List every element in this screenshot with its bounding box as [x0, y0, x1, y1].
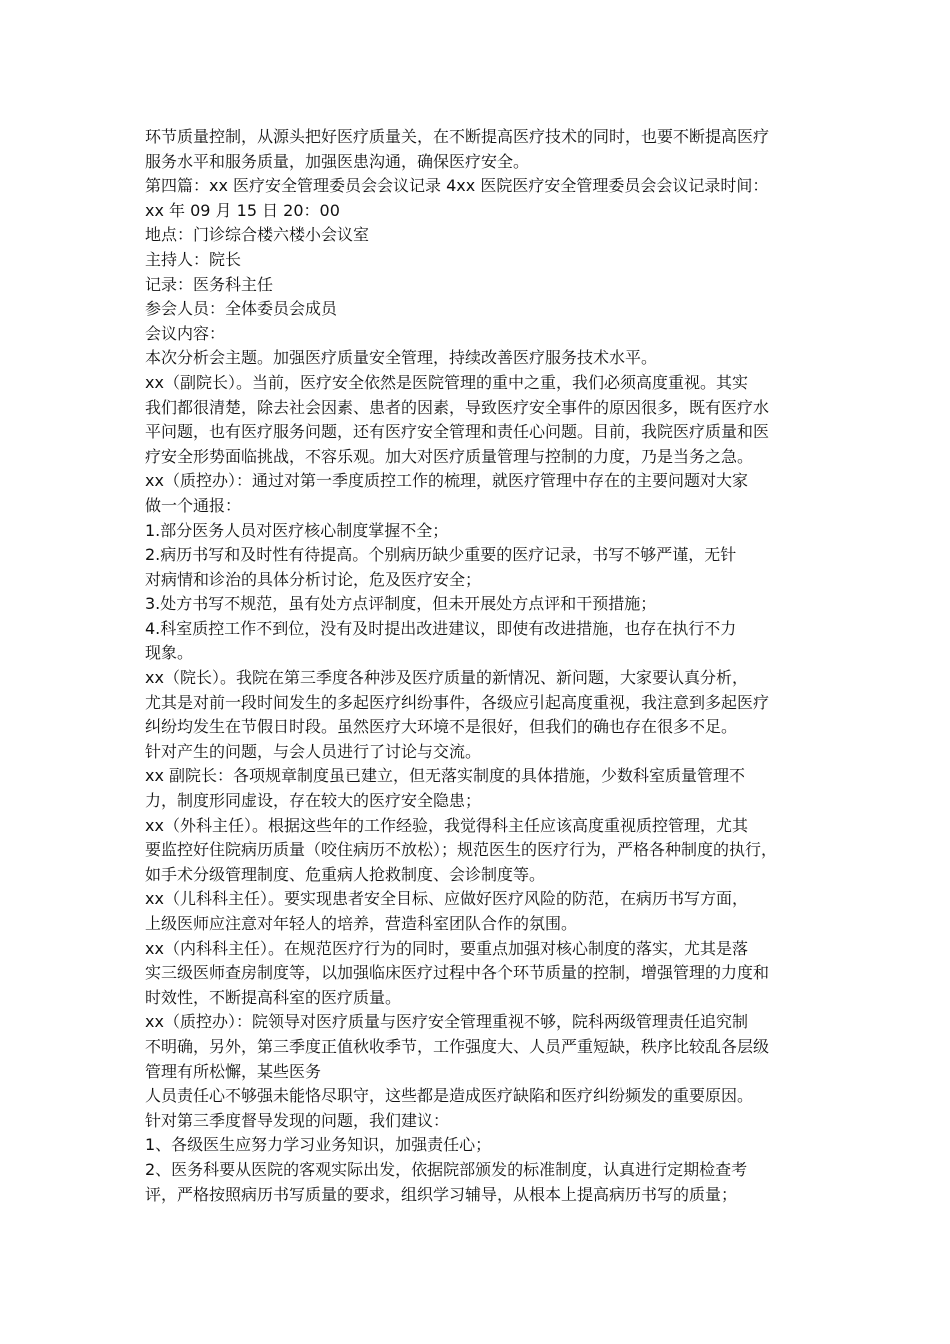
text-line: 上级医师应注意对年轻人的培养，营造科室团队合作的氛围。 [145, 914, 578, 933]
text-line: 疗安全形势面临挑战，不容乐观。加大对医疗质量管理与控制的力度，乃是当务之急。 [145, 446, 754, 466]
text-line: 时效性，不断提高科室的医疗质量。 [145, 987, 402, 1007]
text-line: 做一个通报： [145, 495, 242, 515]
text-line: 针对产生的问题，与会人员进行了讨论与交流。 [145, 741, 482, 761]
text-line: 现象。 [145, 643, 194, 663]
text-line: 本次分析会主题。加强医疗质量安全管理，持续改善医疗服务技术水平。 [145, 348, 658, 368]
text-line: xx（院长）。我院在第三季度各种涉及医疗质量的新情况、新问题，大家要认真分析， [145, 668, 748, 688]
text-line: 3.处方书写不规范，虽有处方点评制度，但未开展处方点评和干预措施； [145, 594, 657, 614]
text-line: 实三级医师查房制度等，以加强临床医疗过程中各个环节质量的控制，增强管理的力度和 [145, 963, 770, 983]
text-line: 对病情和诊治的具体分析讨论，危及医疗安全； [145, 569, 482, 589]
text-line: 地点：门诊综合楼六楼小会议室 [145, 225, 370, 245]
text-line: xx（质控办）：院领导对医疗质量与医疗安全管理重视不够，院科两级管理责任追究制 [145, 1012, 748, 1032]
text-line: 管理有所松懈，某些医务 [145, 1061, 322, 1081]
text-line: 我们都很清楚，除去社会因素、患者的因素，导致医疗安全事件的原因很多，既有医疗水 [145, 397, 770, 417]
text-line: xx（外科主任）。根据这些年的工作经验，我觉得科主任应该高度重视质控管理，尤其 [145, 815, 748, 835]
text-line: xx（内科科主任）。在规范医疗行为的同时，要重点加强对核心制度的落实，尤其是落 [145, 938, 748, 958]
text-line: 要监控好住院病历质量（咬住病历不放松）；规范医生的医疗行为，严格各种制度的执行， [145, 840, 778, 860]
text-line: 力，制度形同虚设，存在较大的医疗安全隐患； [145, 791, 482, 811]
text-line: 人员责任心不够强未能恪尽职守，这些都是造成医疗缺陷和医疗纠纷频发的重要原因。 [145, 1086, 754, 1106]
text-line: 第四篇：xx 医疗安全管理委员会会议记录 4xx 医院医疗安全管理委员会会议记录时间： [145, 176, 769, 196]
text-line: 评，严格按照病历书写质量的要求，组织学习辅导，从根本上提高病历书写的质量； [145, 1184, 738, 1204]
text-line: 2.病历书写和及时性有待提高。个别病历缺少重要的医疗记录，书写不够严谨，无针 [145, 545, 737, 565]
text-line: 尤其是对前一段时间发生的多起医疗纠纷事件，各级应引起高度重视，我注意到多起医疗 [145, 692, 770, 712]
text-line: xx 副院长：各项规章制度虽已建立，但无落实制度的具体措施，少数科室质量管理不 [145, 766, 746, 786]
text-line: 记录：医务科主任 [145, 274, 274, 294]
text-line: xx（副院长）。当前，医疗安全依然是医院管理的重中之重，我们必须高度重视。其实 [145, 372, 748, 392]
text-line: 针对第三季度督导发现的问题，我们建议： [145, 1110, 450, 1130]
text-line: 如手术分级管理制度、危重病人抢救制度、会诊制度等。 [145, 864, 546, 884]
text-line: 4.科室质控工作不到位，没有及时提出改进建议，即使有改进措施，也存在执行不力 [145, 618, 737, 638]
text-line: xx 年 09 月 15 日 20：00 [145, 200, 340, 220]
text-line: 平问题，也有医疗服务问题，还有医疗安全管理和责任心问题。目前，我院医疗质量和医 [145, 422, 770, 442]
text-line: xx（儿科科主任）。要实现患者安全目标、应做好医疗风险的防范，在病历书写方面， [145, 889, 748, 909]
text-line: xx（质控办）：通过对第一季度质控工作的梳理，就医疗管理中存在的主要问题对大家 [145, 471, 748, 491]
text-line: 2、医务科要从医院的客观实际出发，依据院部颁发的标准制度，认真进行定期检查考 [145, 1159, 748, 1179]
text-line: 1.部分医务人员对医疗核心制度掌握不全； [145, 520, 449, 540]
text-line: 会议内容： [145, 323, 226, 343]
text-line: 参会人员：全体委员会成员 [145, 299, 338, 319]
text-line: 服务水平和服务质量，加强医患沟通，确保医疗安全。 [145, 151, 530, 171]
text-line: 环节质量控制，从源头把好医疗质量关，在不断提高医疗技术的同时，也要不断提高医疗 [145, 127, 770, 146]
text-line: 纠纷均发生在节假日时段。虽然医疗大环境不是很好，但我们的确也存在很多不足。 [145, 717, 738, 737]
text-line: 主持人：院长 [145, 249, 242, 269]
text-line: 不明确，另外，第三季度正值秋收季节，工作强度大、人员严重短缺，秩序比较乱各层级 [145, 1036, 770, 1056]
document-body [145, 125, 825, 1207]
text-line: 1、各级医生应努力学习业务知识，加强责任心； [145, 1135, 492, 1155]
